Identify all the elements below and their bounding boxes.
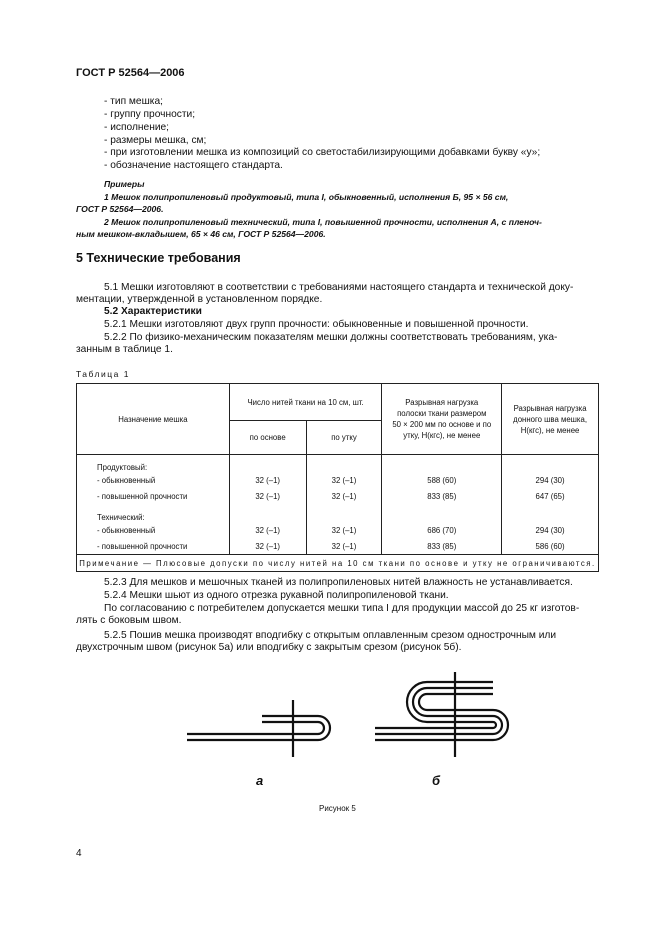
paragraph-5-2-heading: 5.2 Характеристики <box>104 306 202 317</box>
paragraph-5-2-4: 5.2.4 Мешки шьют из одного отрезка рукавной полипропиленовой ткани. <box>104 590 449 601</box>
table-caption: Таблица 1 <box>76 369 130 379</box>
header-warp: по основе <box>229 421 306 455</box>
table-row: - обыкновенный 32 (–1) 32 (–1) 588 (60) 294 (30) <box>77 473 599 489</box>
paragraph-5-1-line-2: ментации, утвержденной в установленном порядке. <box>76 294 323 305</box>
paragraph-5-2-5-line-1: 5.2.5 Пошив мешка производят вподгибку с открытым оплавленным срезом однострочным или <box>104 630 557 641</box>
figure-label-a: а <box>256 773 264 788</box>
figure-caption: Рисунок 5 <box>319 804 356 813</box>
figure-label-b: б <box>432 773 441 788</box>
paragraph-5-2-4b-line-2: лять с боковым швом. <box>76 615 182 626</box>
section-title: 5 Технические требования <box>76 251 241 265</box>
list-item: - исполнение; <box>104 122 170 133</box>
header-strip-load: Разрывная нагрузка полоски ткани размером 50 × 200 мм по основе и по утку, Н(кгс), не менее <box>382 384 502 455</box>
header-purpose: Назначение мешка <box>77 384 230 455</box>
seam-diagram-b <box>375 672 508 757</box>
paragraph-5-1-line-1: 5.1 Мешки изготовляют в соответствии с требованиями настоящего стандарта и технической доку- <box>104 282 574 293</box>
list-item: - тип мешка; <box>104 96 163 107</box>
example-2-line-2: ным мешком-вкладышем, 65 × 46 см, ГОСТ Р 52564—2006. <box>76 229 326 239</box>
group-title: Продуктовый: <box>77 455 230 473</box>
list-item: - размеры мешка, см; <box>104 135 207 146</box>
table-row: - повышенной прочности 32 (–1) 32 (–1) 833 (85) 647 (65) <box>77 489 599 505</box>
example-2-line-1: 2 Мешок полипропиленовый технический, типа I, повышенной прочности, исполнения А, с пленоч- <box>104 217 542 227</box>
page-number: 4 <box>76 848 82 859</box>
header-threads: Число нитей ткани на 10 см, шт. <box>229 384 382 421</box>
header-weft: по утку <box>306 421 382 455</box>
document-header: ГОСТ Р 52564—2006 <box>76 67 185 79</box>
header-seam-load: Разрывная нагрузка донного шва мешка, Н(кгс), не менее <box>502 384 599 455</box>
paragraph-5-2-2-line-1: 5.2.2 По физико-механическим показателям мешки должны соответствовать требованиям, ука- <box>104 332 558 343</box>
paragraph-5-2-1: 5.2.1 Мешки изготовляют двух групп прочности: обыкновенные и повышенной прочности. <box>104 319 529 330</box>
list-item: - группу прочности; <box>104 109 196 120</box>
examples-title: Примеры <box>104 179 145 189</box>
paragraph-5-2-5-line-2: двухстрочным швом (рисунок 5а) или вподгибку с закрытым срезом (рисунок 5б). <box>76 642 462 653</box>
group-title: Технический: <box>77 505 230 523</box>
paragraph-5-2-3: 5.2.3 Для мешков и мешочных тканей из полипропиленовых нитей влажность не устанавливается. <box>104 577 573 588</box>
seam-diagram-a <box>187 700 330 757</box>
paragraph-5-2-4b-line-1: По согласованию с потребителем допускается мешки типа I для продукции массой до 25 кг изготов- <box>104 603 580 614</box>
example-1-line-1: 1 Мешок полипропиленовый продуктовый, типа I, обыкновенный, исполнения Б, 95 × 56 см, <box>104 192 509 202</box>
list-item: - обозначение настоящего стандарта. <box>104 160 283 171</box>
example-1-line-2: ГОСТ Р 52564—2006. <box>76 204 164 214</box>
table-row: - обыкновенный 32 (–1) 32 (–1) 686 (70) 294 (30) <box>77 523 599 539</box>
paragraph-5-2-2-line-2: занным в таблице 1. <box>76 344 173 355</box>
list-item: - при изготовлении мешка из композиций со светостабилизирующими добавками букву «у»; <box>104 147 541 158</box>
table-row: - повышенной прочности 32 (–1) 32 (–1) 833 (85) 586 (60) <box>77 539 599 555</box>
table-note: Примечание — Плюсовые допуски по числу нитей на 10 см ткани по основе и утку не ограничиваются. <box>77 555 599 572</box>
